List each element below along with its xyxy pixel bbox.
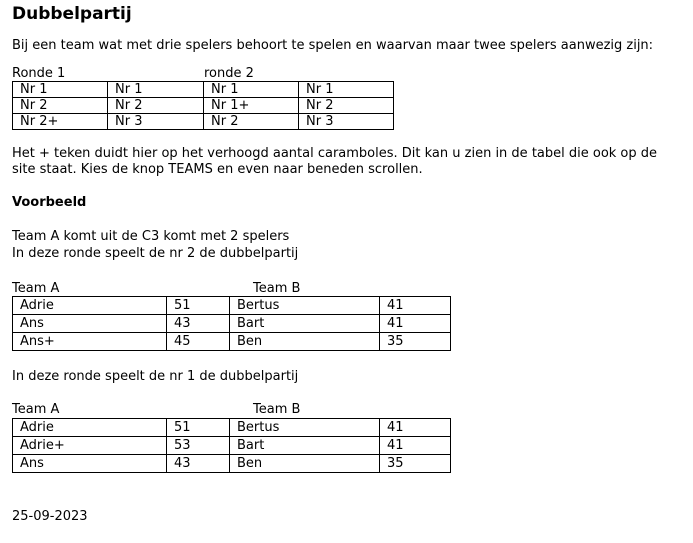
example-line-1: Team A komt uit de C3 komt met 2 spelers — [12, 229, 290, 244]
table-cell: Nr 1 — [13, 82, 108, 98]
table-row — [13, 297, 451, 315]
score-a-cell: 51 — [167, 419, 230, 437]
player-a-cell: Adrie — [13, 297, 167, 315]
score-b-cell: 41 — [380, 437, 451, 455]
explain-line-1: Het + teken duidt hier op het verhoogd aantal caramboles. Dit kan u zien in de tabel die ook op de — [12, 146, 658, 161]
example-table-2 — [12, 418, 451, 473]
player-a-cell: Adrie+ — [13, 437, 167, 455]
table-cell: Nr 2 — [108, 98, 204, 114]
table-row — [13, 114, 394, 130]
page-title: Dubbelpartij — [12, 4, 132, 24]
team-b-label: Team B — [253, 281, 301, 296]
player-b-cell: Ben — [230, 333, 380, 351]
ronde2-label: ronde 2 — [204, 66, 254, 81]
table-cell: Nr 2 — [204, 114, 299, 130]
player-b-cell: Bart — [230, 315, 380, 333]
player-b-cell: Bart — [230, 437, 380, 455]
score-b-cell: 35 — [380, 333, 451, 351]
player-b-cell: Bertus — [230, 419, 380, 437]
player-a-cell: Ans — [13, 315, 167, 333]
score-a-cell: 43 — [167, 315, 230, 333]
intro-text: Bij een team wat met drie spelers behoort te spelen en waarvan maar twee spelers aanwezig zijn: — [12, 38, 654, 53]
table-cell: Nr 1 — [204, 82, 299, 98]
score-b-cell: 41 — [380, 315, 451, 333]
table-cell: Nr 2+ — [13, 114, 108, 130]
date-text: 25-09-2023 — [12, 509, 88, 524]
table-row — [13, 437, 451, 455]
table-cell: Nr 2 — [13, 98, 108, 114]
score-a-cell: 53 — [167, 437, 230, 455]
table-row — [13, 333, 451, 351]
score-b-cell: 35 — [380, 455, 451, 473]
table-cell: Nr 2 — [299, 98, 394, 114]
score-a-cell: 45 — [167, 333, 230, 351]
table-row — [13, 82, 394, 98]
player-b-cell: Bertus — [230, 297, 380, 315]
score-a-cell: 43 — [167, 455, 230, 473]
team-b-label-2: Team B — [253, 402, 301, 417]
score-a-cell: 51 — [167, 297, 230, 315]
score-b-cell: 41 — [380, 419, 451, 437]
team-a-label: Team A — [12, 281, 60, 296]
explain-line-2: site staat. Kies de knop TEAMS en even naar beneden scrollen. — [12, 162, 423, 177]
table-cell: Nr 1 — [299, 82, 394, 98]
player-a-cell: Ans+ — [13, 333, 167, 351]
table-cell: Nr 1+ — [204, 98, 299, 114]
player-b-cell: Ben — [230, 455, 380, 473]
table-cell: Nr 3 — [299, 114, 394, 130]
table-row — [13, 315, 451, 333]
table-row — [13, 419, 451, 437]
rounds-table — [12, 81, 394, 130]
ronde1-label: Ronde 1 — [12, 66, 66, 81]
player-a-cell: Ans — [13, 455, 167, 473]
score-b-cell: 41 — [380, 297, 451, 315]
example-heading: Voorbeeld — [12, 195, 87, 210]
example-table-1 — [12, 296, 451, 351]
example2-line: In deze ronde speelt de nr 1 de dubbelpartij — [12, 369, 299, 384]
table-cell: Nr 3 — [108, 114, 204, 130]
table-row — [13, 455, 451, 473]
table-cell: Nr 1 — [108, 82, 204, 98]
team-a-label-2: Team A — [12, 402, 60, 417]
example-line-2: In deze ronde speelt de nr 2 de dubbelpartij — [12, 246, 299, 261]
player-a-cell: Adrie — [13, 419, 167, 437]
table-row — [13, 98, 394, 114]
